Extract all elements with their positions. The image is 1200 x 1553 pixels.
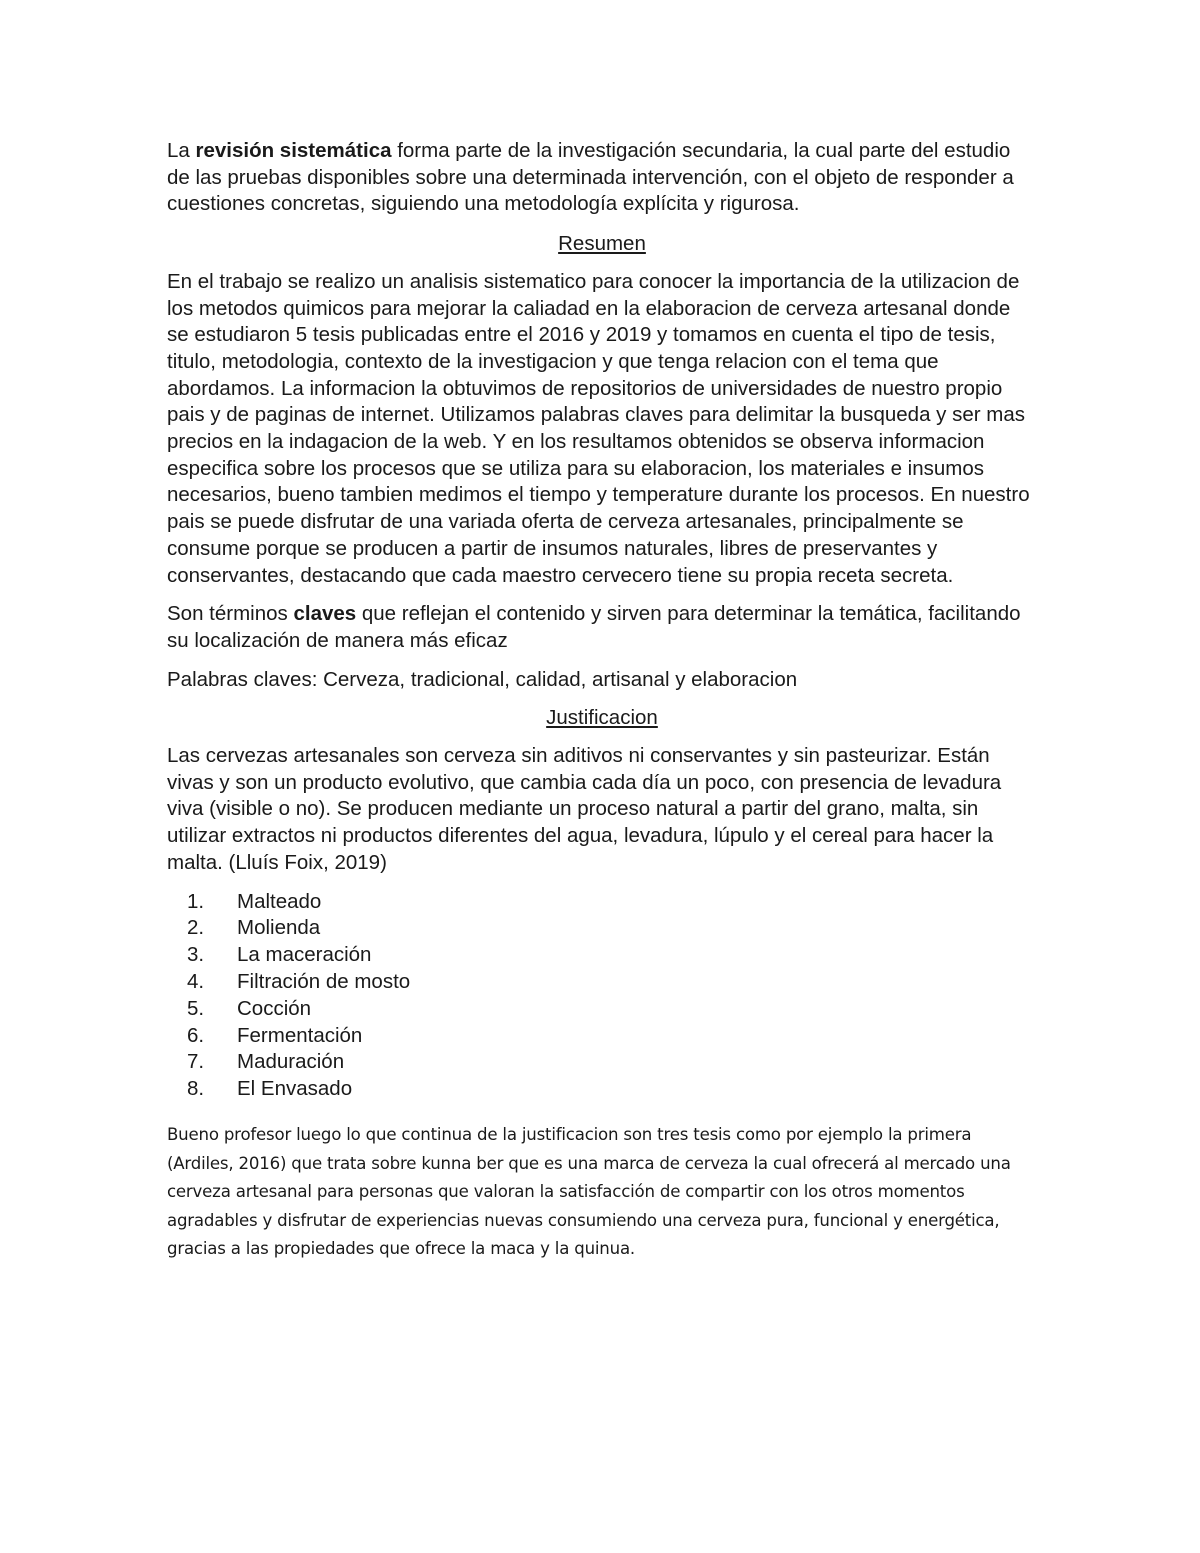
resumen-heading-text: Resumen bbox=[558, 232, 646, 256]
closing-paragraph: Bueno profesor luego lo que continua de la justificacion son tres tesis como por ejemplo la primera (Ardiles, 2016) que trata sobre kunna ber que es una marca de cerveza la cual ofrecerá al mercado una cerveza artesanal para personas que valoran la satisfacción de compartir con los otros momentos agradables y disfrutar de experiencias nuevas consumiendo una cerveza pura, funcional y energética, gracias a las propiedades que ofrece la maca y la quinua. bbox=[167, 1124, 1011, 1259]
list-item bbox=[167, 969, 1037, 996]
document-body bbox=[167, 138, 1037, 1264]
justificacion-heading bbox=[167, 705, 1037, 732]
palabras-claves-line: Palabras claves: Cerveza, tradicional, calidad, artisanal y elaboracion bbox=[167, 667, 798, 691]
intro-bold-term: revisión sistemática bbox=[195, 139, 392, 162]
intro-lead: La bbox=[167, 139, 196, 162]
terminos-lead: Son términos bbox=[167, 602, 294, 626]
terminos-paragraph bbox=[167, 601, 1037, 654]
list-item-number: 1. bbox=[187, 889, 205, 913]
list-item-number: 7. bbox=[187, 1050, 205, 1074]
resumen-heading bbox=[167, 231, 1037, 258]
list-item bbox=[167, 889, 1037, 916]
resumen-paragraph: En el trabajo se realizo un analisis sistematico para conocer la importancia de la utilizacion de los metodos quimicos para mejorar la caliadad en la elaboracion de cerveza artesanal donde se estudiaron 5 tesis publicadas entre el 2016 y 2019 y tomamos en cuenta el tipo de tesis, titulo, metodologia, contexto de la investigacion y que tenga relacion con el tema que abordamos. La informacion la obtuvimos de repositorios de universidades de nuestro propio pais y de paginas de internet. Utilizamos palabras claves para delimitar la busqueda y ser mas precios en la indagacion de la web. Y en los resultamos obtenidos se observa informacion especifica sobre los procesos que se utiliza para su elaboracion, los materiales e insumos necesarios, bueno tambien medimos el tiempo y temperature durante los procesos. En nuestro pais se puede disfrutar de una variada oferta de cerveza artesanales, principalmente se consume porque se producen a partir de insumos naturales, libres de preservantes y conservantes, destacando que cada maestro cervecero tiene su propia receta secreta. bbox=[167, 269, 1030, 587]
list-item-label: La maceración bbox=[237, 943, 372, 967]
list-item bbox=[167, 915, 1037, 942]
list-item-label: Maduración bbox=[237, 1050, 345, 1074]
justificacion-paragraph: Las cervezas artesanales son cerveza sin aditivos ni conservantes y sin pasteurizar. Están vivas y son un producto evolutivo, que cambia cada día un poco, con presencia de levadura viva (visible o no). Se producen mediante un proceso natural a partir del grano, malta, sin utilizar extractos ni productos diferentes del agua, levadura, lúpulo y el cereal para hacer la malta. (Lluís Foix, 2019) bbox=[167, 744, 1002, 874]
list-item-label: Fermentación bbox=[237, 1023, 363, 1047]
intro-paragraph bbox=[167, 138, 1037, 218]
list-item-number: 8. bbox=[187, 1077, 205, 1101]
list-item bbox=[167, 1076, 1037, 1103]
list-item-number: 5. bbox=[187, 996, 205, 1020]
list-item bbox=[167, 942, 1037, 969]
list-item-label: Cocción bbox=[237, 996, 312, 1020]
list-item-label: El Envasado bbox=[237, 1077, 353, 1101]
list-item-label: Molienda bbox=[237, 916, 321, 940]
process-steps-list bbox=[167, 889, 1037, 1103]
terminos-bold-term: claves bbox=[293, 602, 357, 626]
list-item bbox=[167, 996, 1037, 1023]
list-item-number: 2. bbox=[187, 916, 205, 940]
justificacion-heading-text: Justificacion bbox=[546, 706, 658, 730]
terminos-rest: que reflejan el contenido y sirven para determinar la temática, facilitando su localización de manera más eficaz bbox=[167, 602, 1021, 652]
list-item-number: 6. bbox=[187, 1023, 205, 1047]
list-item-number: 4. bbox=[187, 969, 205, 993]
list-item-label: Filtración de mosto bbox=[237, 969, 411, 993]
list-item bbox=[167, 1023, 1037, 1050]
list-item-label: Malteado bbox=[237, 889, 322, 913]
list-item-number: 3. bbox=[187, 943, 205, 967]
list-item bbox=[167, 1049, 1037, 1076]
intro-rest: forma parte de la investigación secundaria, la cual parte del estudio de las pruebas disponibles sobre una determinada intervención, con el objeto de responder a cuestiones concretas, siguiendo una metodología explícita y rigurosa. bbox=[167, 139, 1014, 216]
